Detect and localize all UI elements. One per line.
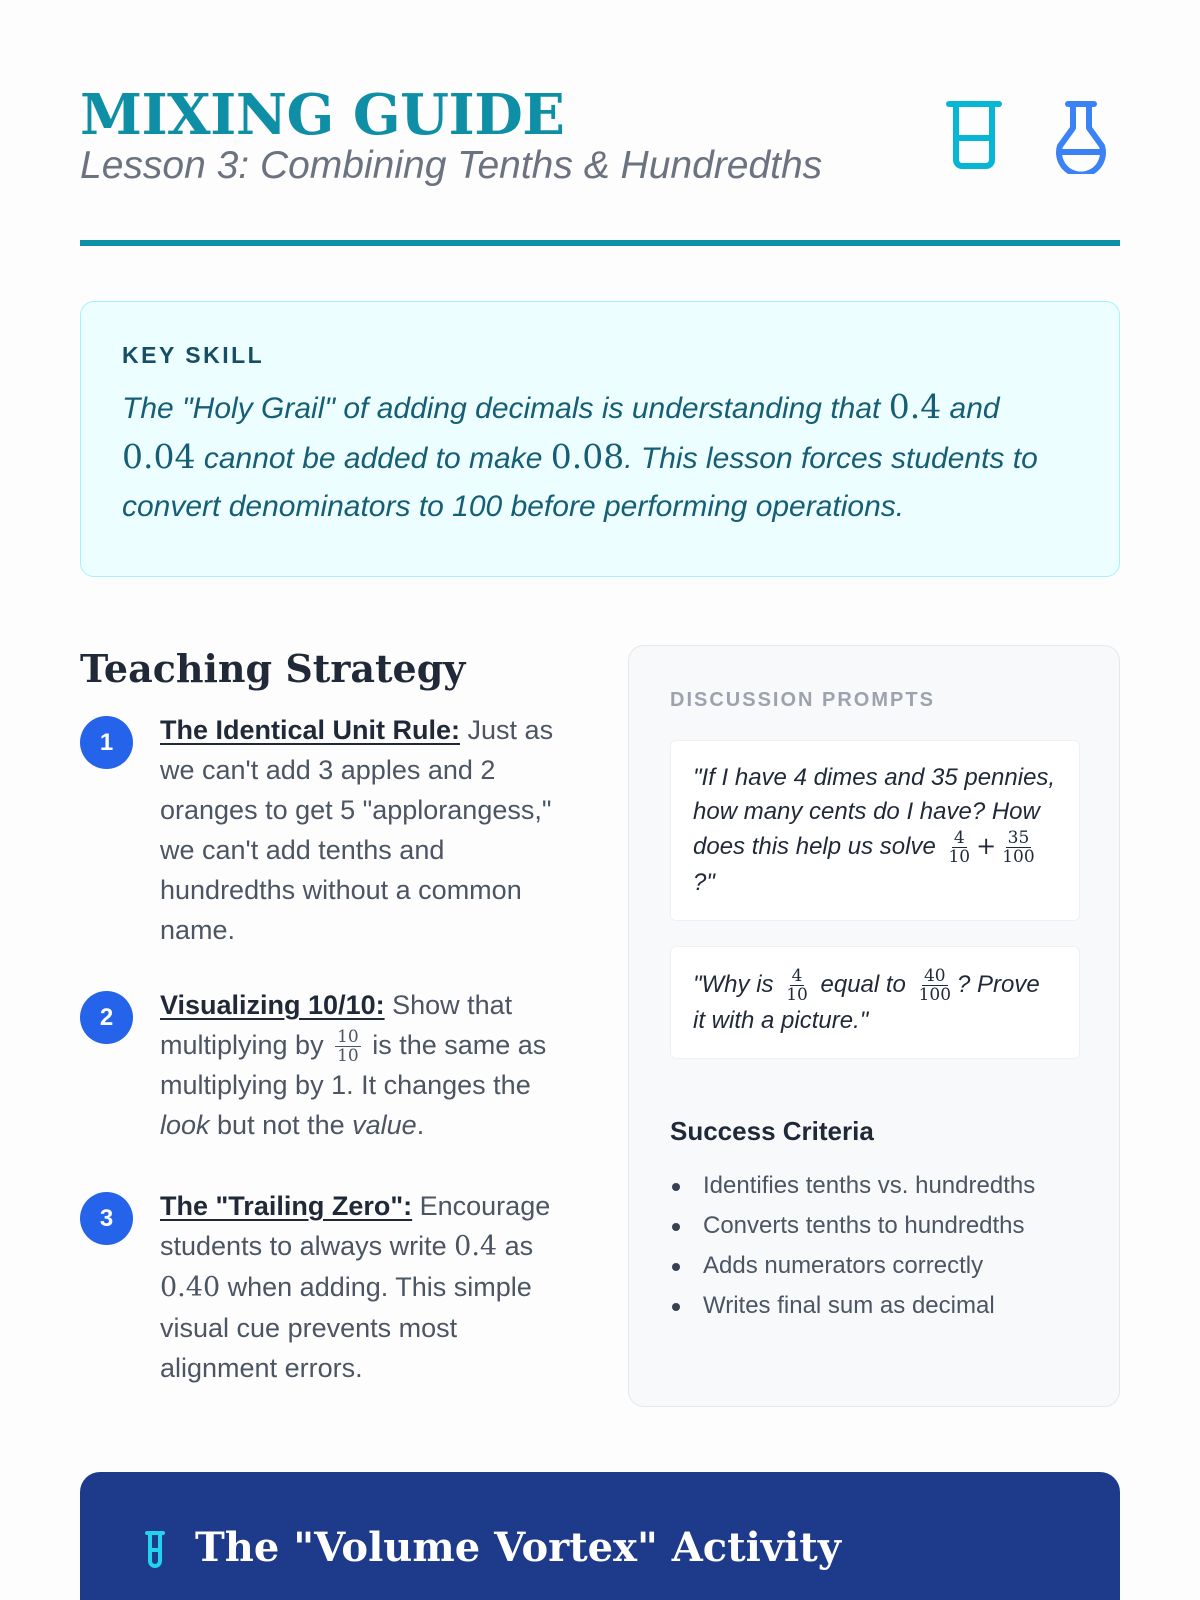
step-description: Encourage students to always write <box>160 1191 551 1261</box>
page-title: MIXING GUIDE <box>80 82 565 148</box>
key-skill-text-part: cannot be added to make <box>195 442 551 475</box>
success-criteria-title: Success Criteria <box>670 1116 874 1146</box>
fraction-denominator: 10 <box>786 985 808 1005</box>
list-item: Identifies tenths vs. hundredths <box>670 1166 1035 1206</box>
fraction-denominator: 100 <box>918 985 952 1005</box>
plus-operator: + <box>976 832 997 860</box>
list-item: Adds numerators correctly <box>670 1246 1035 1286</box>
key-skill-callout <box>80 301 1120 577</box>
step-text <box>160 1186 570 1388</box>
step-text <box>160 710 570 950</box>
prompt-text: "If I have 4 dimes and 35 pennies, how many cents do I have? How does this help us solve <box>693 764 1056 860</box>
math-value: 0.4 <box>888 387 942 426</box>
fraction-denominator: 100 <box>1002 847 1035 868</box>
step-text <box>160 985 570 1145</box>
strategy-step-1 <box>80 710 570 950</box>
fraction <box>1000 829 1036 866</box>
key-skill-text <box>122 383 1078 531</box>
emphasis: look <box>160 1110 210 1141</box>
strategy-heading: Teaching Strategy <box>80 646 466 691</box>
key-skill-label: KEY SKILL <box>122 342 265 368</box>
prompt-text: "Why is <box>693 970 781 998</box>
header-icons <box>946 100 1110 174</box>
step-description: but not the <box>209 1110 353 1141</box>
fraction-numerator: 10 <box>337 1027 359 1048</box>
beaker-icon <box>946 100 1002 174</box>
activity-title: The "Volume Vortex" Activity <box>195 1524 841 1571</box>
discussion-label: DISCUSSION PROMPTS <box>670 689 935 711</box>
list-item: Writes final sum as decimal <box>670 1286 1035 1326</box>
strategy-step-3 <box>80 1186 570 1388</box>
prompt-text: ?" <box>693 869 715 897</box>
step-number: 2 <box>80 991 133 1044</box>
fraction-numerator: 40 <box>923 966 946 986</box>
fraction <box>946 829 972 866</box>
step-lead: The Identical Unit Rule: <box>160 715 461 745</box>
prompt-text: equal to <box>813 970 913 998</box>
header-divider <box>80 240 1120 246</box>
fraction <box>335 1028 361 1065</box>
fraction-numerator: 4 <box>953 828 965 849</box>
fraction-numerator: 35 <box>1007 828 1030 849</box>
flask-icon <box>1052 100 1110 174</box>
step-description: Show that multiplying by <box>160 990 513 1060</box>
fraction <box>917 967 953 1004</box>
step-number: 3 <box>80 1192 133 1245</box>
discussion-prompt-1 <box>670 740 1080 921</box>
emphasis: value <box>352 1110 417 1141</box>
math-value: 0.08 <box>550 437 625 476</box>
step-description: is the same as multiplying by 1. It changes the <box>160 1030 547 1101</box>
step-number: 1 <box>80 716 133 769</box>
test-tube-icon <box>144 1530 166 1575</box>
fraction-denominator: 10 <box>337 1046 359 1067</box>
discussion-prompt-2 <box>670 946 1080 1059</box>
teaching-strategy <box>80 645 570 1383</box>
activity-banner <box>80 1472 1120 1600</box>
step-description: when adding. This simple visual cue prevents most alignment errors. <box>160 1272 532 1383</box>
step-description: . <box>416 1110 425 1141</box>
math-value: 0.4 <box>454 1231 498 1262</box>
step-lead: Visualizing 10/10: <box>160 990 385 1020</box>
key-skill-text-part: . This lesson forces students to convert denominators to 100 before performing operations. <box>122 442 1038 523</box>
fraction-denominator: 10 <box>948 847 971 868</box>
fraction <box>784 967 810 1004</box>
discussion-panel <box>628 645 1120 1407</box>
strategy-step-2 <box>80 985 570 1145</box>
math-value: 0.40 <box>160 1272 221 1303</box>
key-skill-text-part: and <box>941 392 1000 425</box>
list-item: Converts tenths to hundredths <box>670 1206 1035 1246</box>
fraction-numerator: 4 <box>791 966 803 986</box>
prompt-text: ? Prove it with a picture." <box>693 970 1040 1034</box>
step-description: Just as we can't add 3 apples and 2 oranges to get 5 "applorangess," we can't add tenths and hundredths without a common name. <box>160 715 554 945</box>
step-lead: The "Trailing Zero": <box>160 1191 413 1221</box>
page-header <box>80 84 1120 204</box>
key-skill-text-part: The "Holy Grail" of adding decimals is understanding that <box>122 392 889 425</box>
math-value: 0.04 <box>122 437 196 476</box>
step-description: as <box>497 1231 534 1261</box>
success-criteria-list <box>670 1166 1035 1326</box>
page-subtitle: Lesson 3: Combining Tenths & Hundredths <box>80 144 823 187</box>
